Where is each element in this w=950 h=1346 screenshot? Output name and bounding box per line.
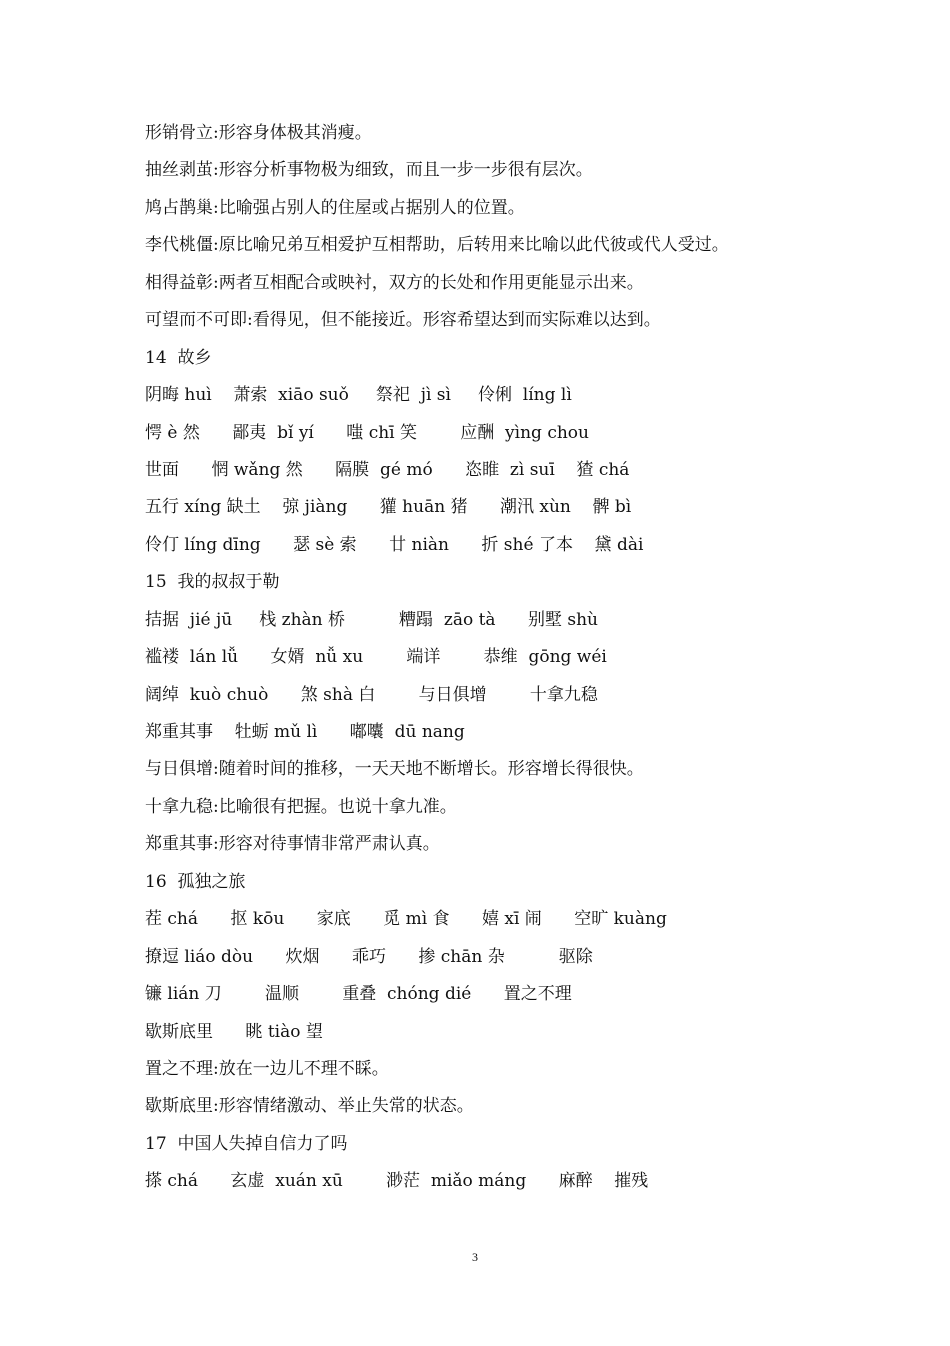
lesson-heading: 16 孤独之旅 (145, 871, 246, 892)
vocabulary-line: 歇斯底里 眺 tiào 望 (145, 1021, 323, 1042)
page-number: 3 (472, 1250, 478, 1264)
idiom-definition: 歇斯底里:形容情绪激动、举止失常的状态。 (145, 1096, 474, 1117)
idiom-definition: 抽丝剥茧:形容分析事物极为细致，而且一步一步很有层次。 (145, 160, 593, 181)
lesson-heading: 14 故乡 (145, 347, 212, 368)
vocabulary-line: 郑重其事 牡蛎 mǔ lì 嘟囔 dū nang (145, 722, 465, 742)
vocabulary-line: 伶仃 líng dīng 瑟 sè 索 廿 niàn 折 shé 了本 黛 dài (145, 534, 644, 555)
idiom-definition: 与日俱增:随着时间的推移，一天天地不断增长。形容增长得很快。 (145, 759, 644, 780)
vocabulary-line: 阴晦 huì 萧索 xiāo suǒ 祭祀 jì sì 伶俐 líng lì (145, 385, 572, 406)
vocabulary-line: 撩逗 liáo dòu 炊烟 乖巧 掺 chān 杂 驱除 (145, 946, 593, 967)
idiom-definition: 置之不理:放在一边儿不理不睬。 (145, 1058, 389, 1079)
vocabulary-line: 搽 chá 玄虚 xuán xū 渺茫 miǎo máng 麻醉 摧残 (145, 1171, 649, 1192)
idiom-definition: 李代桃僵:原比喻兄弟互相爱护互相帮助，后转用来比喻以此代彼或代人受过。 (145, 235, 729, 256)
vocabulary-line: 阔绰 kuò chuò 煞 shà 白 与日俱增 十拿九稳 (145, 684, 598, 705)
lesson-heading: 15 我的叔叔于勒 (145, 572, 280, 593)
idiom-definition: 十拿九稳:比喻很有把握。也说十拿九准。 (145, 796, 457, 817)
vocabulary-line: 褴褛 lán lǚ 女婿 nǚ xu 端详 恭维 gōng wéi (145, 647, 607, 668)
vocabulary-line: 拮据 jié jū 栈 zhàn 桥 糟蹋 zāo tà 别墅 shù (145, 609, 599, 630)
idiom-definition: 形销骨立:形容身体极其消瘦。 (145, 123, 372, 143)
idiom-definition: 相得益彰:两者互相配合或映衬，双方的长处和作用更能显示出来。 (145, 272, 644, 293)
idiom-definition: 鸠占鹊巢:比喻强占别人的住屋或占据别人的位置。 (145, 197, 525, 218)
vocabulary-line: 镰 lián 刀 温顺 重叠 chóng dié 置之不理 (145, 984, 572, 1005)
idiom-definition: 可望而不可即:看得见，但不能接近。形容希望达到而实际难以达到。 (145, 310, 661, 331)
idiom-definition: 郑重其事:形容对待事情非常严肃认真。 (145, 834, 440, 855)
vocabulary-line: 茬 chá 抠 kōu 家底 觅 mì 食 嬉 xī 闹 空旷 kuàng (145, 909, 667, 930)
vocabulary-line: 五行 xíng 缺土 弶 jiàng 獾 huān 猪 潮汛 xùn 髀 bì (145, 497, 632, 518)
page-content (145, 115, 845, 1201)
lesson-heading: 17 中国人失掉自信力了吗 (145, 1133, 348, 1154)
vocabulary-line: 愕 è 然 鄙夷 bǐ yí 嗤 chī 笑 应酬 yìng chou (145, 422, 589, 443)
vocabulary-line: 世面 惘 wǎng 然 隔膜 gé mó 恣睢 zì suī 猹 chá (145, 459, 630, 480)
